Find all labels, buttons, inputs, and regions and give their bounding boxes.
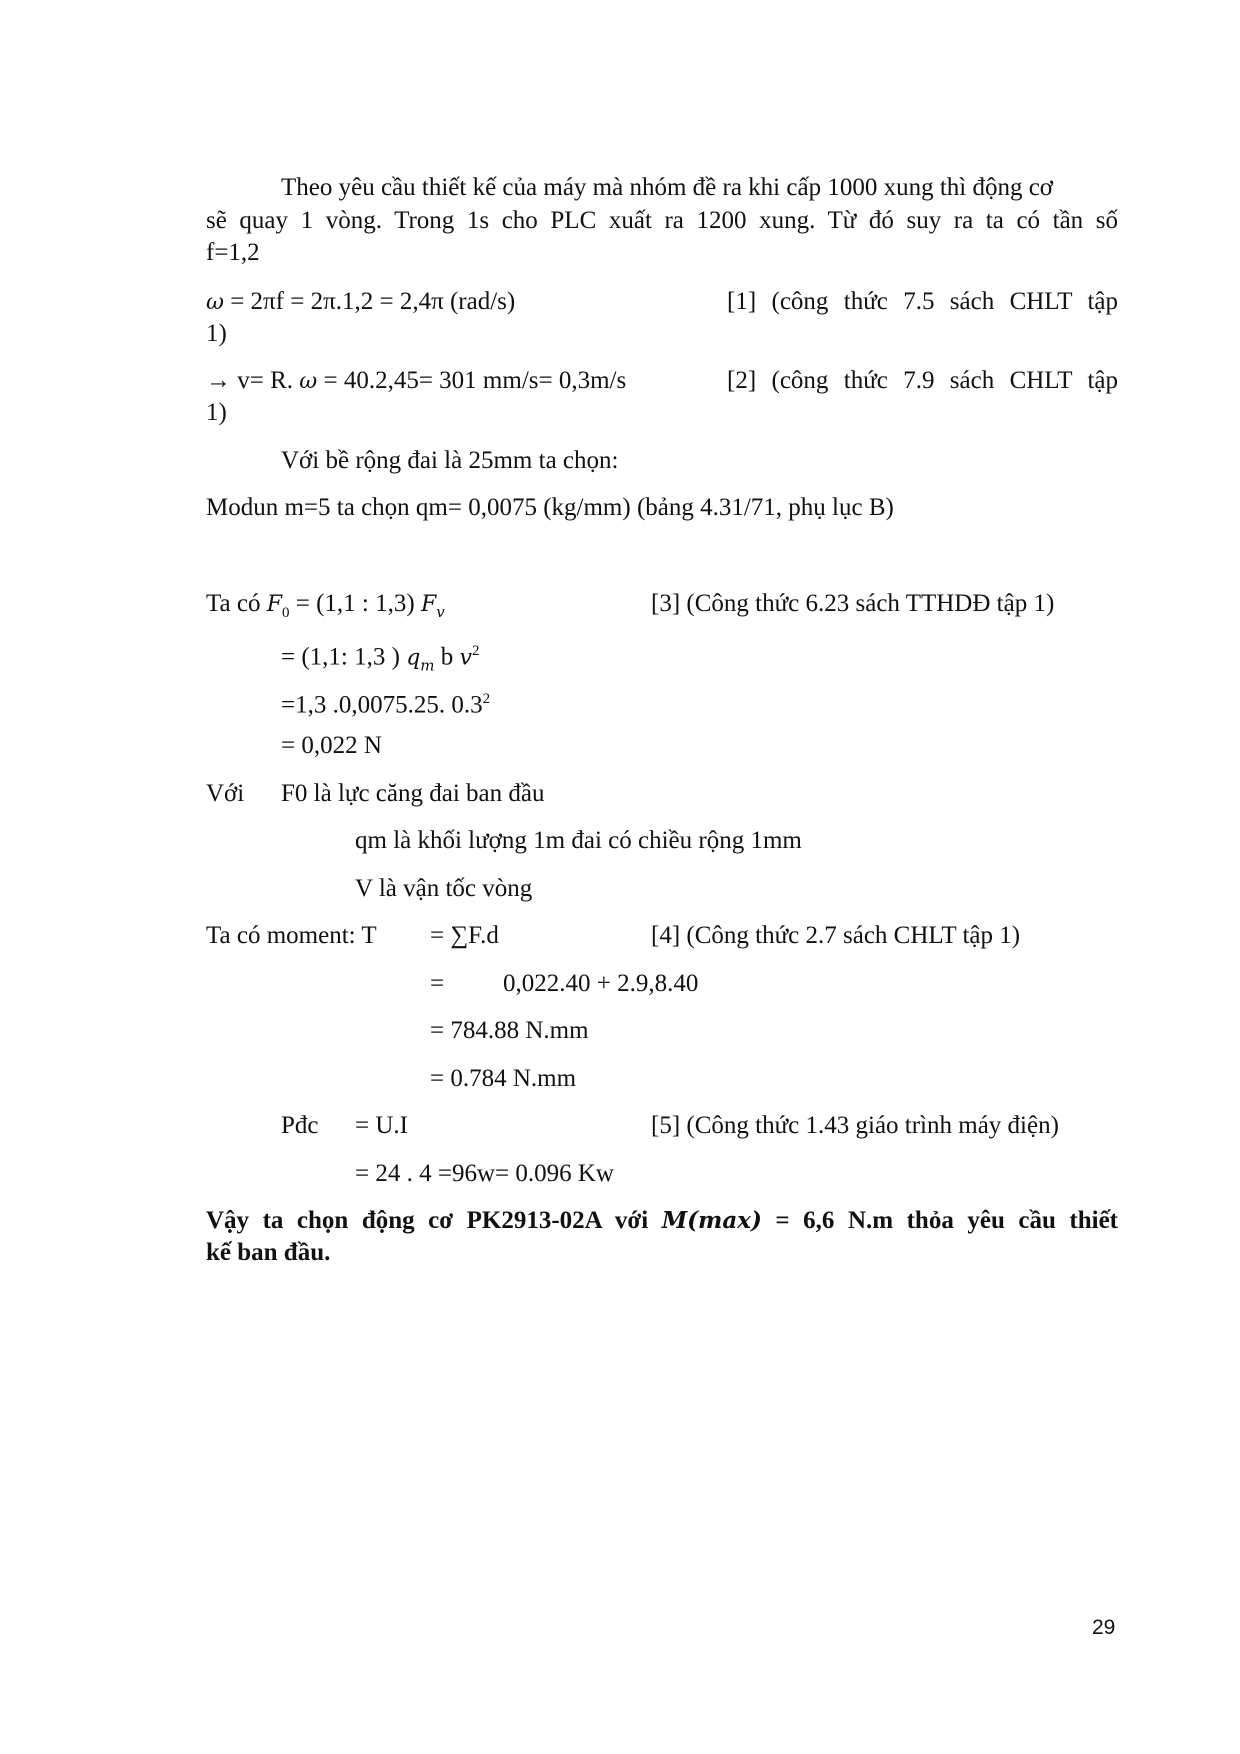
- definitions-label: Với: [206, 780, 245, 807]
- modun-text: Modun m=5 ta chọn qm= 0,0075 (kg/mm) (bảng 4.31/71, phụ lục B): [206, 494, 894, 521]
- fv-subscript: v: [436, 603, 445, 621]
- f0-symbol: F: [266, 592, 282, 617]
- omega-reference-cont: 1): [206, 320, 227, 347]
- max-moment-symbol: M(max): [661, 1207, 762, 1234]
- velocity-expression: = 40.2,45= 301 mm/s= 0,3m/s: [317, 367, 627, 394]
- f0-step3-text: =1,3 .0,0075.25. 0.3: [281, 691, 483, 719]
- velocity-reference-cont: 1): [206, 399, 227, 426]
- fv-symbol: F: [420, 592, 437, 617]
- moment-label: Ta có moment: T: [206, 922, 377, 949]
- definition-f0: F0 là lực căng đai ban đầu: [281, 780, 545, 807]
- power-label: Pđc: [281, 1112, 319, 1139]
- f0-step2-a: = (1,1: 1,3 ): [281, 643, 407, 671]
- moment-reference: [4] (Công thức 2.7 sách CHLT tập 1): [651, 922, 1021, 949]
- f0-reference: [3] (Công thức 6.23 sách TTHDĐ tập 1): [651, 590, 1055, 617]
- para1-line2: sẽ quay 1 vòng. Trong 1s cho PLC xuất ra 1200 xung. Từ đó suy ra ta có tần số: [206, 207, 1118, 234]
- conclusion-line2: kế ban đầu.: [206, 1239, 331, 1266]
- velocity-prefix: → v= R.: [206, 367, 300, 394]
- conclusion-text-b: = 6,6 N.m thỏa yêu cầu thiết: [761, 1207, 1118, 1234]
- power-eq2: = 24 . 4 =96w= 0.096 Kw: [355, 1160, 614, 1187]
- moment-eq3: = 784.88 N.mm: [430, 1017, 589, 1044]
- power-reference: [5] (Công thức 1.43 giáo trình máy điện): [651, 1112, 1059, 1139]
- q-symbol: q: [406, 645, 421, 671]
- moment-eq2-sign: =: [430, 970, 445, 997]
- conclusion-text-a: Vậy ta chọn động cơ PK2913-02A với: [206, 1207, 662, 1234]
- v-superscript: 2: [471, 643, 480, 659]
- f0-step2: [281, 636, 479, 680]
- f0-step4: = 0,022 N: [281, 732, 382, 759]
- velocity-formula: [206, 366, 626, 397]
- f0-subscript: 0: [281, 605, 290, 621]
- f0-formula: [206, 589, 445, 628]
- q-subscript: m: [420, 656, 435, 675]
- para1-line1: Theo yêu cầu thiết kế của máy mà nhóm đề ra khi cấp 1000 xung thì động cơ: [281, 174, 1054, 201]
- moment-eq2-value: 0,022.40 + 2.9,8.40: [503, 970, 699, 997]
- belt-width-text: Với bề rộng đai là 25mm ta chọn:: [281, 447, 619, 474]
- moment-eq4: = 0.784 N.mm: [430, 1065, 577, 1092]
- omega-symbol: ω: [299, 369, 318, 394]
- omega-symbol: ω: [206, 290, 224, 315]
- v-symbol: v: [459, 645, 472, 671]
- f0-step3-superscript: 2: [482, 691, 491, 707]
- f0-step3: [281, 684, 490, 720]
- page-number: 29: [1092, 1616, 1116, 1639]
- omega-expression: = 2πf = 2π.1,2 = 2,4π (rad/s): [223, 288, 516, 315]
- f0-prefix: Ta có: [206, 590, 267, 617]
- moment-eq1: = ∑F.d: [430, 922, 499, 949]
- f0-step2-b: b: [434, 643, 460, 671]
- omega-formula: [206, 287, 515, 318]
- velocity-reference: [2] (công thức 7.9 sách CHLT tập: [727, 367, 1118, 394]
- conclusion-line1: [206, 1206, 1118, 1236]
- f0-mid: = (1,1 : 1,3): [289, 590, 421, 617]
- para1-line3: f=1,2: [206, 239, 260, 266]
- power-eq1: = U.I: [355, 1112, 408, 1139]
- omega-reference: [1] (công thức 7.5 sách CHLT tập: [727, 288, 1118, 315]
- definition-qm: qm là khối lượng 1m đai có chiều rộng 1mm: [355, 827, 802, 854]
- definition-v: V là vận tốc vòng: [355, 875, 533, 902]
